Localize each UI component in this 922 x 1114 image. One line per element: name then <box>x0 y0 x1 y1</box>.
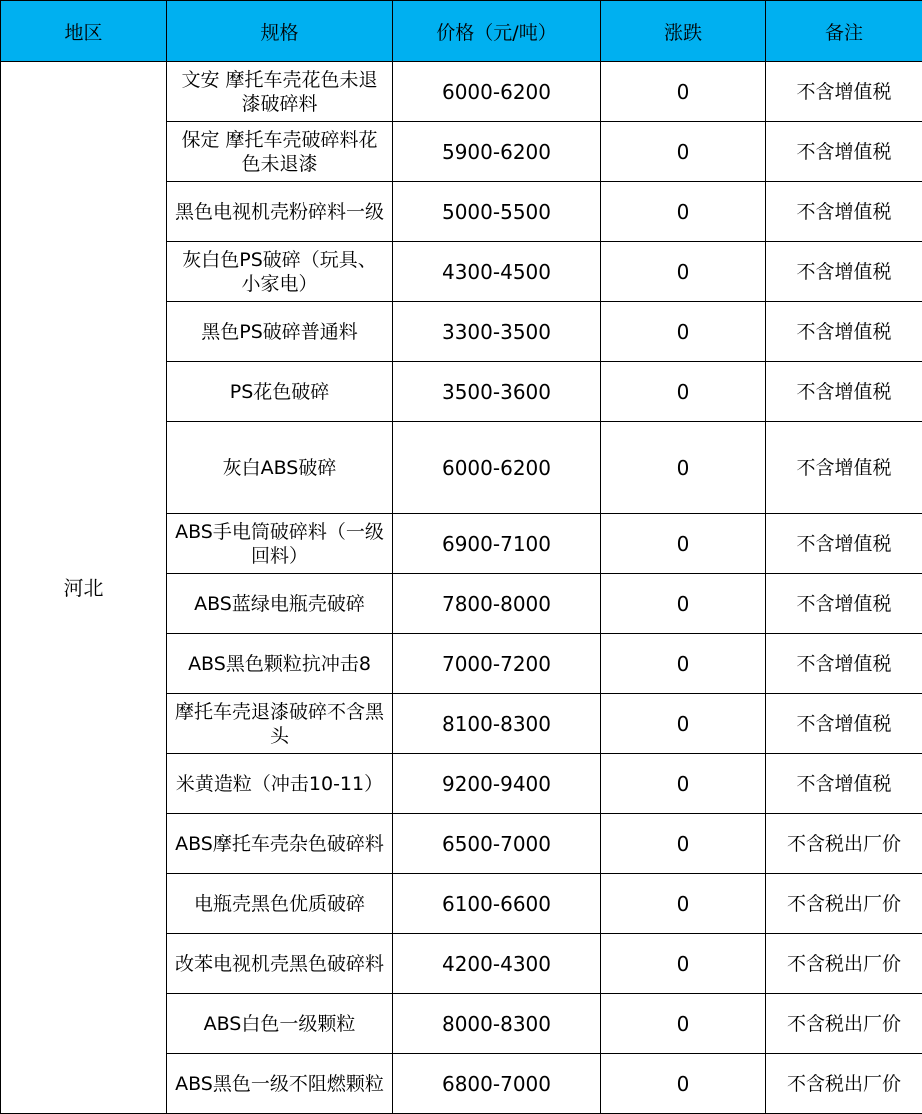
spec-cell: ABS黑色颗粒抗冲击8 <box>167 634 393 694</box>
note-cell: 不含税出厂价 <box>766 994 922 1054</box>
note-cell: 不含税出厂价 <box>766 874 922 934</box>
spec-cell: 黑色电视机壳粉碎料一级 <box>167 182 393 242</box>
price-cell: 6000-6200 <box>393 422 601 514</box>
price-cell: 6100-6600 <box>393 874 601 934</box>
spec-cell: ABS蓝绿电瓶壳破碎 <box>167 574 393 634</box>
note-cell: 不含增值税 <box>766 694 922 754</box>
table-body <box>1 62 922 1114</box>
note-cell: 不含增值税 <box>766 422 922 514</box>
change-cell: 0 <box>601 422 766 514</box>
price-cell: 4200-4300 <box>393 934 601 994</box>
change-cell: 0 <box>601 1054 766 1114</box>
change-cell: 0 <box>601 754 766 814</box>
change-cell: 0 <box>601 934 766 994</box>
note-cell: 不含税出厂价 <box>766 814 922 874</box>
spec-cell: 文安 摩托车壳花色未退漆破碎料 <box>167 62 393 122</box>
price-cell: 5900-6200 <box>393 122 601 182</box>
spec-cell: ABS黑色一级不阻燃颗粒 <box>167 1054 393 1114</box>
note-cell: 不含增值税 <box>766 574 922 634</box>
price-cell: 3500-3600 <box>393 362 601 422</box>
price-cell: 8000-8300 <box>393 994 601 1054</box>
note-cell: 不含税出厂价 <box>766 1054 922 1114</box>
note-cell: 不含增值税 <box>766 634 922 694</box>
note-cell: 不含增值税 <box>766 122 922 182</box>
change-cell: 0 <box>601 242 766 302</box>
note-cell: 不含增值税 <box>766 514 922 574</box>
change-cell: 0 <box>601 574 766 634</box>
note-cell: 不含增值税 <box>766 362 922 422</box>
change-cell: 0 <box>601 874 766 934</box>
spec-cell: 米黄造粒（冲击10-11） <box>167 754 393 814</box>
price-cell: 8100-8300 <box>393 694 601 754</box>
table-header <box>1 1 922 62</box>
spec-cell: ABS白色一级颗粒 <box>167 994 393 1054</box>
price-cell: 3300-3500 <box>393 302 601 362</box>
spec-cell: ABS手电筒破碎料（一级回料） <box>167 514 393 574</box>
price-cell: 6500-7000 <box>393 814 601 874</box>
change-cell: 0 <box>601 182 766 242</box>
note-cell: 不含增值税 <box>766 62 922 122</box>
spec-cell: ABS摩托车壳杂色破碎料 <box>167 814 393 874</box>
spec-cell: 黑色PS破碎普通料 <box>167 302 393 362</box>
change-cell: 0 <box>601 994 766 1054</box>
spec-cell: 改苯电视机壳黑色破碎料 <box>167 934 393 994</box>
note-cell: 不含增值税 <box>766 754 922 814</box>
header-note: 备注 <box>766 1 922 62</box>
spec-cell: 保定 摩托车壳破碎料花色未退漆 <box>167 122 393 182</box>
note-cell: 不含增值税 <box>766 182 922 242</box>
header-row <box>1 1 922 62</box>
price-cell: 7000-7200 <box>393 634 601 694</box>
spec-cell: PS花色破碎 <box>167 362 393 422</box>
price-cell: 6900-7100 <box>393 514 601 574</box>
header-change: 涨跌 <box>601 1 766 62</box>
change-cell: 0 <box>601 814 766 874</box>
change-cell: 0 <box>601 634 766 694</box>
price-cell: 4300-4500 <box>393 242 601 302</box>
spec-cell: 电瓶壳黑色优质破碎 <box>167 874 393 934</box>
change-cell: 0 <box>601 362 766 422</box>
change-cell: 0 <box>601 514 766 574</box>
header-price: 价格（元/吨） <box>393 1 601 62</box>
spec-cell: 灰白色PS破碎（玩具、小家电） <box>167 242 393 302</box>
spec-cell: 灰白ABS破碎 <box>167 422 393 514</box>
change-cell: 0 <box>601 122 766 182</box>
price-cell: 9200-9400 <box>393 754 601 814</box>
price-cell: 5000-5500 <box>393 182 601 242</box>
region-cell: 河北 <box>1 62 167 1114</box>
change-cell: 0 <box>601 62 766 122</box>
spec-cell: 摩托车壳退漆破碎不含黑头 <box>167 694 393 754</box>
note-cell: 不含税出厂价 <box>766 934 922 994</box>
header-region: 地区 <box>1 1 167 62</box>
price-cell: 6800-7000 <box>393 1054 601 1114</box>
price-cell: 7800-8000 <box>393 574 601 634</box>
table-row <box>1 62 922 122</box>
note-cell: 不含增值税 <box>766 242 922 302</box>
header-spec: 规格 <box>167 1 393 62</box>
price-cell: 6000-6200 <box>393 62 601 122</box>
note-cell: 不含增值税 <box>766 302 922 362</box>
change-cell: 0 <box>601 302 766 362</box>
change-cell: 0 <box>601 694 766 754</box>
